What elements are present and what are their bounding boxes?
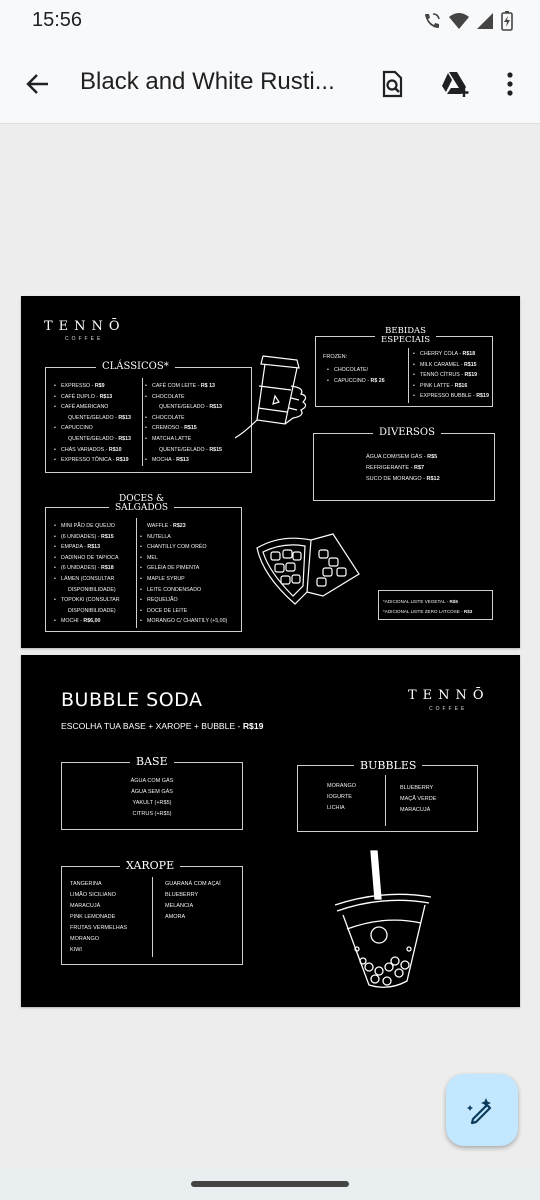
- frozen-label: FROZEN:: [323, 354, 348, 360]
- find-in-page-button[interactable]: [374, 66, 410, 102]
- menu-item: QUENTE/GELADO - R$15: [159, 446, 223, 453]
- back-arrow-icon: [22, 68, 54, 100]
- menu-item: • MATCHA LATTE: [145, 434, 222, 445]
- menu-item: ÁGUA COM/SEM GÁS - R$5: [366, 454, 438, 460]
- find-in-page-icon: [379, 70, 405, 98]
- list-item: MAÇÃ VERDE: [400, 796, 437, 802]
- menu-item: • DOCE DE LEITE: [140, 606, 227, 617]
- status-icons: [422, 10, 514, 32]
- menu-item: • MOCHA - R$13: [145, 455, 222, 466]
- bubbles-title: BUBBLES: [354, 760, 422, 771]
- list-item: CITRUS (+R$5): [132, 811, 172, 817]
- status-time: 15:56: [32, 9, 83, 31]
- menu-item: • MEL: [140, 553, 227, 564]
- add-to-drive-button[interactable]: [437, 66, 473, 102]
- xarope-divider: [152, 877, 153, 957]
- signal-icon: [476, 11, 494, 31]
- doces-title: DOCES & SALGADOS: [109, 495, 174, 513]
- diversos-title: DIVERSOS: [373, 428, 441, 438]
- list-item: FRUTAS VERMELHAS: [70, 925, 128, 931]
- menu-item: • TOPOKKI (CONSULTAR: [54, 595, 120, 606]
- menu-item: WAFFLE - R$23: [147, 523, 186, 529]
- menu-item: • EXPRESSO - R$9: [54, 381, 131, 392]
- doces-right-list: [140, 521, 227, 627]
- status-bar: [0, 0, 540, 44]
- bebidas-left-list: [327, 365, 385, 386]
- base-list: [61, 776, 243, 820]
- list-item: MELANCIA: [165, 903, 194, 909]
- list-item: AMORA: [165, 914, 186, 920]
- bebidas-right-list: [413, 349, 489, 402]
- list-item: MARACUJÁ: [400, 807, 431, 813]
- menu-item: • CREMOSO - R$15: [145, 423, 222, 434]
- wifi-call-icon: [422, 11, 442, 31]
- wifi-icon: [448, 11, 470, 31]
- menu-item: • CAFÉ AMERICANO: [54, 402, 131, 413]
- menu-item: • REQUEIJÃO: [140, 595, 227, 606]
- xarope-right-list: [165, 879, 221, 923]
- menu-item: QUENTE/GELADO - R$13: [68, 435, 132, 442]
- list-item: ÁGUA SEM GÁS: [131, 789, 173, 795]
- menu-item: DISPONIBILIDADE): [68, 607, 116, 614]
- tenno-logo-subtitle: COFFEE: [65, 336, 104, 342]
- app-bar: [0, 44, 540, 124]
- menu-item: • EMPADA - R$13: [54, 542, 120, 553]
- drive-add-icon: [439, 70, 471, 98]
- menu-item: *ADICIONAL LEITE VEGETAL - R$5: [383, 599, 458, 604]
- base-title: BASE: [130, 756, 174, 767]
- menu-item: • MOCHI - R$6,00: [54, 616, 120, 627]
- list-item: LICHIA: [327, 805, 345, 811]
- bubbles-divider: [385, 775, 386, 826]
- list-item: PINK LEMONADE: [70, 914, 116, 920]
- menu-item: • MILK CARAMEL - R$15: [413, 360, 489, 371]
- bubble-soda-title: BUBBLE SODA: [61, 689, 203, 711]
- document-title: Black and White Rusti...: [80, 68, 335, 95]
- menu-item: SUCO DE MORANGO - R$12: [366, 476, 440, 482]
- menu-item: DISPONIBILIDADE): [68, 586, 116, 593]
- list-item: LIMÃO SICILIANO: [70, 892, 116, 898]
- waffle-illustration: [253, 532, 365, 608]
- menu-item: • EXPRESSO TÔNICA - R$19: [54, 455, 131, 466]
- menu-item: • CHANTILLY COM ORÉO: [140, 542, 227, 553]
- menu-item: • MORANGO C/ CHANTILY (+5,00): [140, 616, 227, 627]
- menu-item: • CHOCOLATE/: [327, 365, 385, 376]
- menu-item: • EXPRESSO BUBBLE - R$19: [413, 391, 489, 402]
- edit-sparkle-icon: [467, 1095, 497, 1125]
- menu-item: QUENTE/GELADO - R$13: [159, 404, 223, 411]
- home-gesture-handle[interactable]: [191, 1181, 349, 1187]
- menu-item: • CAFÉ COM LEITE - R$ 13: [145, 381, 222, 392]
- menu-item: • MINI PÃO DE QUEIJO: [54, 521, 120, 532]
- gesture-nav-bar: [0, 1168, 540, 1200]
- list-item: GUARANÁ COM AÇAÍ: [165, 881, 221, 887]
- bebidas-divider: [408, 348, 409, 403]
- list-item: MARACUJÁ: [70, 903, 101, 909]
- bubbles-right-list: [400, 783, 436, 816]
- menu-item: QUENTE/GELADO - R$13: [68, 414, 132, 421]
- list-item: BLUEBERRY: [400, 785, 434, 791]
- menu-item: • LÁMEN (CONSULTAR: [54, 574, 120, 585]
- classicos-right-list: [145, 381, 222, 466]
- list-item: ÁGUA COM GÁS: [130, 778, 174, 784]
- menu-item: • (6 UNIDADES) - R$15: [54, 532, 120, 543]
- tenno-logo: TENNŌ: [408, 688, 490, 703]
- document-page-2: [21, 655, 520, 1007]
- bubble-soda-subtitle: ESCOLHA TUA BASE + XAROPE + BUBBLE - R$19: [61, 721, 264, 731]
- more-vert-icon: [506, 71, 514, 97]
- list-item: IOGURTE: [327, 794, 352, 800]
- doces-left-list: [54, 521, 120, 627]
- menu-item: • DADINHO DE TAPIOCA: [54, 553, 120, 564]
- menu-item: *ADICIONAL LEITE ZERO LATCOSE - R$3: [383, 609, 473, 614]
- xarope-title: XAROPE: [120, 860, 180, 871]
- menu-item: • LEITE CONDENSADO: [140, 585, 227, 596]
- edit-fab-button[interactable]: [446, 1074, 518, 1146]
- list-item: TANGERINA: [70, 881, 102, 887]
- bebidas-title: BEBIDAS ESPECIAIS: [375, 327, 436, 345]
- menu-item: • GELÉIA DE PIMENTA: [140, 563, 227, 574]
- classicos-title: CLÁSSICOS*: [96, 362, 175, 372]
- list-item: BLUEBERRY: [165, 892, 199, 898]
- bubbles-left-list: [327, 781, 356, 814]
- diversos-list: [366, 452, 440, 485]
- menu-item: • (6 UNIDADES) - R$18: [54, 563, 120, 574]
- menu-item: • PINK LATTE - R$16: [413, 381, 489, 392]
- tenno-logo-subtitle: COFFEE: [429, 706, 468, 712]
- menu-item: • CHÁS VARIADOS - R$10: [54, 445, 131, 456]
- list-item: YAKULT (+R$5): [132, 800, 172, 806]
- classicos-divider: [142, 378, 143, 466]
- classicos-left-list: [54, 381, 131, 466]
- menu-item: • CAPUCCINO - R$ 26: [327, 376, 385, 387]
- menu-item: • CHERRY COLA - R$18: [413, 349, 489, 360]
- list-item: KIWI: [70, 947, 82, 953]
- menu-item: • CHOCOLATE: [145, 392, 222, 403]
- xarope-left-list: [70, 879, 127, 956]
- menu-item: REFRIGERANTE - R$7: [366, 465, 425, 471]
- battery-icon: [500, 10, 514, 32]
- list-item: MORANGO: [70, 936, 100, 942]
- document-page-1: [21, 296, 520, 648]
- menu-item: • CHOCOLATE: [145, 413, 222, 424]
- menu-item: • MAPLE SYRUP: [140, 574, 227, 585]
- list-item: MORANGO: [327, 783, 357, 789]
- adicional-list: [383, 597, 472, 617]
- menu-item: • TENNŌ CÍTRUS - R$19: [413, 370, 489, 381]
- doces-divider: [136, 518, 137, 628]
- more-options-button[interactable]: [492, 66, 528, 102]
- bubbles-box: [297, 765, 478, 832]
- tenno-logo: TENNŌ: [44, 319, 126, 334]
- menu-item: • CAPUCCINO: [54, 423, 131, 434]
- menu-item: • CAFÉ DUPLO - R$13: [54, 392, 131, 403]
- menu-item: • NUTELLA: [140, 532, 227, 543]
- bubble-tea-illustration: [329, 849, 439, 991]
- back-button[interactable]: [22, 68, 54, 100]
